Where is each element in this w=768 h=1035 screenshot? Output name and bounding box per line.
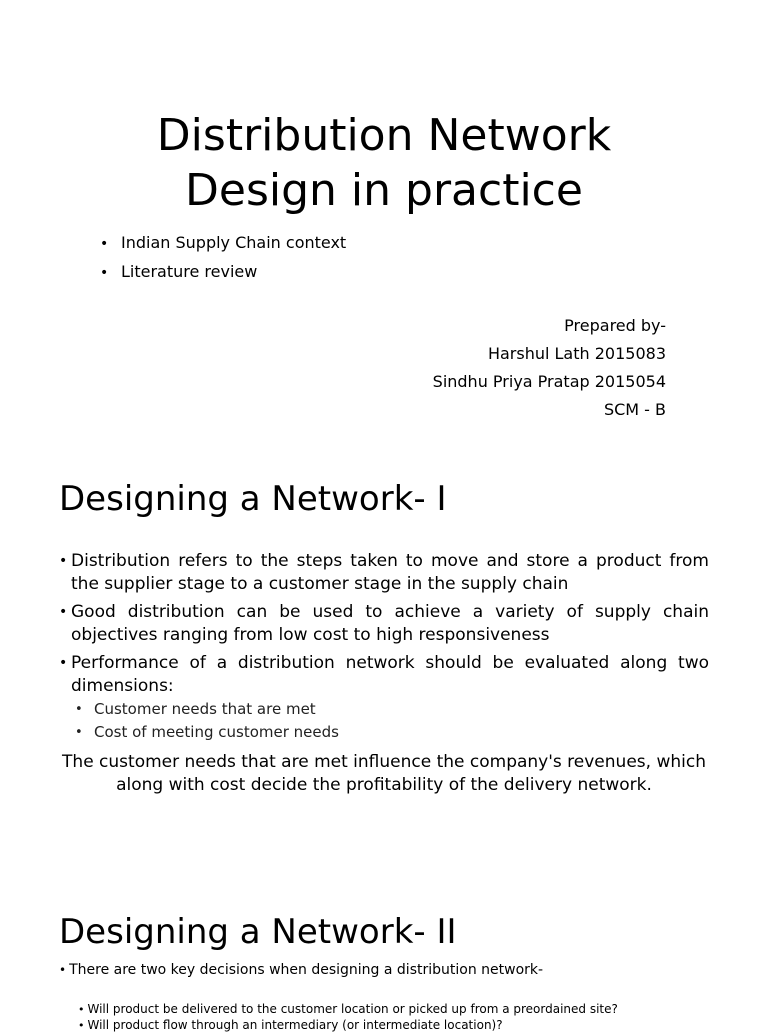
prepared-by-label: Prepared by- <box>564 316 666 335</box>
bullet-icon: • <box>100 265 109 281</box>
bullet-icon: • <box>75 725 83 740</box>
sub-bullet-item: • Will product be delivered to the customer location or picked up from a preordained site? <box>78 1002 618 1016</box>
bullet-item: • Distribution refers to the steps taken to move and store a product from the supplier stage to a customer stage in the supply chain <box>59 551 709 594</box>
topic-item: • Literature review <box>100 258 346 287</box>
slide-heading: Designing a Network- II <box>59 912 457 952</box>
author-2: Sindhu Priya Pratap 2015054 <box>432 372 666 391</box>
bullet-icon: • <box>100 236 109 252</box>
bullet-icon: • <box>78 1003 85 1016</box>
bullet-list <box>59 550 709 744</box>
sub-bullet-item: • Customer needs that are met <box>59 698 709 721</box>
topic-item: • Indian Supply Chain context <box>100 229 346 258</box>
bullet-icon: • <box>59 604 68 620</box>
sub-bullet-item: • Will product flow through an intermediary (or intermediate location)? <box>78 1018 503 1032</box>
slide-title-line-2: Design in practice <box>185 165 583 216</box>
topic-list <box>100 229 346 287</box>
title-slide <box>0 0 768 455</box>
slide-title-line-1: Distribution Network <box>156 110 612 161</box>
slide-heading: Designing a Network- I <box>59 479 447 519</box>
network-design-slide-2 <box>0 905 768 1032</box>
summary-text: The customer needs that are met influence the company's revenues, which along with cost decide the profitability of the delivery network. <box>62 752 706 795</box>
bullet-icon: • <box>59 655 68 671</box>
bullet-icon: • <box>75 702 83 717</box>
bullet-icon: • <box>59 963 67 977</box>
bullet-item: • Good distribution can be used to achieve a variety of supply chain objectives ranging from low cost to high responsiveness <box>59 602 709 645</box>
bullet-icon: • <box>59 553 68 569</box>
bullet-icon: • <box>78 1019 85 1032</box>
bullet-item: • There are two key decisions when designing a distribution network- <box>59 962 544 978</box>
sub-bullet-item: • Cost of meeting customer needs <box>59 721 709 744</box>
author-1: Harshul Lath 2015083 <box>487 344 666 363</box>
prepared-by-block <box>433 312 666 424</box>
section-label: SCM - B <box>603 400 666 419</box>
slide-title <box>0 108 768 218</box>
bullet-item: • Performance of a distribution network should be evaluated along two dimensions: <box>59 653 709 696</box>
network-design-slide-1 <box>0 470 768 890</box>
